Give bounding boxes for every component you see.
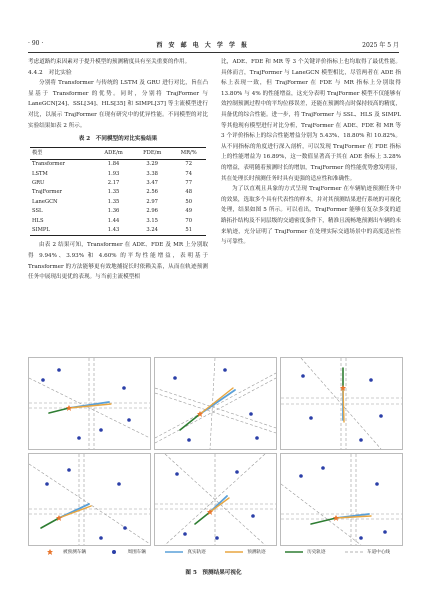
predicted-trajectory: [343, 388, 344, 422]
star-icon: [40, 549, 60, 555]
table-cell: 74: [185, 170, 193, 177]
table-cell: 2.17: [107, 179, 120, 186]
table-cell: SIMPL: [30, 226, 94, 236]
scenario-panel: [280, 357, 403, 450]
history-trajectory: [49, 408, 69, 413]
right-column: [221, 57, 401, 248]
table-row: [30, 179, 206, 188]
prediction-figure: [28, 357, 401, 545]
surrounding-vehicle: [359, 438, 363, 442]
surrounding-vehicle: [117, 482, 121, 486]
table-cell: 2.96: [146, 208, 158, 215]
surrounding-vehicle: [359, 536, 363, 540]
surrounding-vehicle: [127, 418, 131, 422]
table-row: [30, 170, 206, 179]
table-cell: Transformer: [32, 161, 66, 168]
table-cell: 50: [185, 198, 193, 205]
lane-line-icon: [344, 549, 364, 555]
surrounding-vehicle: [77, 436, 81, 440]
table-cell: 48: [185, 189, 193, 196]
lane-centerline: [155, 393, 276, 433]
table-header-cell: FDE/m: [133, 147, 172, 159]
table-cell: 3.47: [146, 179, 158, 186]
history-trajectory: [180, 414, 200, 430]
table-cell: 3.29: [146, 161, 158, 168]
legend-label: 预测轨迹: [247, 550, 266, 555]
surrounding-vehicle: [235, 470, 239, 474]
surrounding-vehicle: [187, 438, 191, 442]
lane-centerline: [155, 378, 276, 443]
right-para-0: 比，ADE、FDE 和 MR 等 3 个关键评价指标上也均取得了最优性能。具体而言，TrajFormer 与 LaneGCN 模型相比，尽管两者在 ADE 指标上表现一致，但 TrajFormer 在 FDE 与 MR 指标上分别取得 13.80% 与 4% 的性能增益，这充分表明 TrajFormer 模型不仅能够有效控制预测过程中的平均位移误差，还能在预测终点时保持较高的精度，具备优的综合性能。进一步，将 TrajFormer 与 SSL、HLS 及 SIMPL 等其他现有模型进行对比分析，TrajFormer 在 ADE、FDE 和 MR 等 3 个评价指标上的综合性能增益分别为 5.43%、18.80% 和 10.82%。从不同指标的角度进行深入剖析，可以发现 TrajFormer 在 FDE 指标上的性能增益为 16.89%，这一数值显著高于其在 ADE 指标上 3.28% 的增益，表明随着预测时长的增加，TrajFormer 的性能优势愈发明显，其在处理长时预测任务时具有更强的适应性和准确性。: [221, 59, 401, 182]
predicted-trajectory: [336, 516, 371, 518]
table-row: [30, 198, 206, 207]
legend-item: [284, 549, 325, 555]
lane-centerline: [155, 388, 276, 428]
table-cell: 51: [171, 226, 206, 236]
table-cell: GRU: [32, 179, 45, 186]
lane-centerline: [281, 484, 361, 545]
table-row: [30, 217, 206, 226]
legend-label: 被预测车辆: [63, 550, 86, 555]
table-cell: 1.35: [107, 198, 120, 205]
surrounding-vehicle: [249, 412, 253, 416]
table-cell: HLS: [32, 217, 44, 224]
legend-item: [164, 549, 205, 555]
table-cell: LSTM: [32, 170, 48, 177]
comparison-table: [30, 147, 206, 237]
table-header-cell: MR/%: [171, 147, 206, 159]
scenario-panel: [154, 357, 277, 450]
table-cell: 49: [185, 208, 193, 215]
surrounding-vehicle: [369, 378, 373, 382]
table-cell: 1.84: [107, 161, 120, 168]
table-header-cell: ADE/m: [94, 147, 133, 159]
scenario-panel: [28, 357, 151, 450]
legend-label: 真实轨迹: [187, 550, 206, 555]
journal-title: 西 安 邮 电 大 学 学 报: [156, 42, 250, 49]
surrounding-vehicle: [299, 474, 303, 478]
table-row: [30, 160, 206, 170]
table-cell: SSL: [32, 208, 43, 215]
legend-label: 历史轨迹: [307, 550, 326, 555]
table-cell: 1.43: [94, 226, 133, 236]
left-para-1: 分别将 Transformer 与传统的 LSTM 及 GRU 进行对比，旨在凸显基于 Transformer 的优势。同时，分别将 TrajFormer 与 LaneGCN[24]、SSL[34]、HLS[35] 和 SIMPL[37] 等主流模型进行对比，以展示 TrajFormer 在现有研究中的优异性能。不同模型的对比实验结果如表 2 所示。: [28, 80, 208, 129]
table-header-cell: 模型: [30, 147, 94, 159]
surrounding-vehicle: [215, 536, 219, 540]
legend-label: 周围车辆: [127, 550, 146, 555]
surrounding-vehicle: [99, 428, 103, 432]
scenario-panel: [154, 453, 277, 546]
table-cell: 3.15: [146, 217, 158, 224]
table-header-row: [30, 147, 206, 159]
legend-item: [40, 549, 86, 555]
surrounding-vehicle: [183, 532, 187, 536]
table-cell: 72: [185, 161, 193, 168]
table-caption: 表 2 不同模型的对比实验结果: [78, 136, 158, 143]
right-para-1: 为了以直观且具象的方式呈现 TrajFormer 在车辆轨迹预测任务中的效果，选取多个具有代表性的样本，并对其预测结果进行系统的可视化处理，结果如图 5 所示。可以看出，TrajFormer 能够在复杂多变的道路拓扑结构及不同层级的交通密度条件下，精准且流畅地预测出车辆的未来轨迹，充分证明了 TrajFormer 在处理实际交通场景中的高度适应性与可靠性。: [221, 186, 401, 246]
left-column: [28, 57, 208, 283]
table-cell: 70: [185, 217, 193, 224]
surrounding-vehicle: [309, 416, 313, 420]
history-trajectory: [195, 512, 210, 524]
page-number: · 90 ·: [28, 40, 44, 47]
table-cell: LaneGCN: [32, 198, 58, 205]
history-line-icon: [284, 549, 304, 555]
table-cell: 1.44: [107, 217, 120, 224]
table-cell: TrajFormer: [32, 189, 63, 196]
table-cell: 1.93: [107, 170, 120, 177]
surrounding-vehicle: [41, 378, 45, 382]
left-para-0: 考虑道路约束因素对于提升模型的预测精度具有至关重要的作用。: [28, 59, 191, 65]
page-header: [28, 40, 399, 53]
lane-centerline: [155, 373, 276, 438]
surrounding-vehicle: [383, 530, 387, 534]
surrounding-vehicle: [321, 466, 325, 470]
surrounding-vehicle: [375, 482, 379, 486]
surrounding-vehicle: [223, 368, 227, 372]
history-trajectory: [41, 518, 59, 528]
surrounding-vehicle: [175, 472, 179, 476]
section-heading: 4.4.2 对比实验: [28, 69, 72, 76]
surrounding-vehicle: [173, 376, 177, 380]
table-cell: 3.24: [133, 226, 172, 236]
surrounding-vehicle: [123, 526, 127, 530]
surrounding-vehicle: [67, 468, 71, 472]
table-cell: 77: [185, 179, 193, 186]
surrounding-vehicle: [99, 536, 103, 540]
truth-line-icon: [164, 549, 184, 555]
surrounding-vehicle: [255, 436, 259, 440]
predicted-trajectory: [59, 506, 91, 518]
table-cell: 1.35: [107, 189, 120, 196]
scenario-panel: [28, 453, 151, 546]
table-cell: 1.36: [107, 208, 120, 215]
surrounding-vehicle: [251, 514, 255, 518]
issue-date: 2025 年 5 月: [362, 42, 399, 49]
table-row: [30, 188, 206, 197]
surrounding-vehicle: [45, 482, 49, 486]
table-cell: 3.38: [146, 170, 158, 177]
surrounding-vehicle: [57, 368, 61, 372]
legend-item: [224, 549, 265, 555]
surrounding-vehicle: [379, 414, 383, 418]
figure-legend: [40, 548, 390, 556]
table-cell: 2.97: [146, 198, 158, 205]
left-para-2: 由表 2 结果可知，Transformer 在 ADE、FDE 及 MR 上分别取得 9.94%、3.93% 和 4.60% 的平均性能增益，表明基于 Transformer 的方法能够更有效地捕捉长时依赖关系，从而在轨迹预测任务中展现出更优的表现。与当前主流模型相: [28, 242, 208, 281]
table-cell: 2.56: [146, 189, 158, 196]
predicted-trajectory: [200, 388, 233, 414]
figure-caption: 图 5 预测结果可视化: [185, 570, 242, 576]
legend-label: 车道中心线: [366, 550, 390, 555]
table-row: [30, 226, 206, 236]
pred-line-icon: [224, 549, 244, 555]
table-row: [30, 207, 206, 216]
surrounding-vehicle: [122, 386, 126, 390]
legend-item: [344, 549, 390, 555]
surrounding-vehicle: [301, 374, 305, 378]
scenario-panel: [280, 453, 403, 546]
legend-item: [104, 549, 145, 555]
dot-icon: [104, 549, 124, 555]
